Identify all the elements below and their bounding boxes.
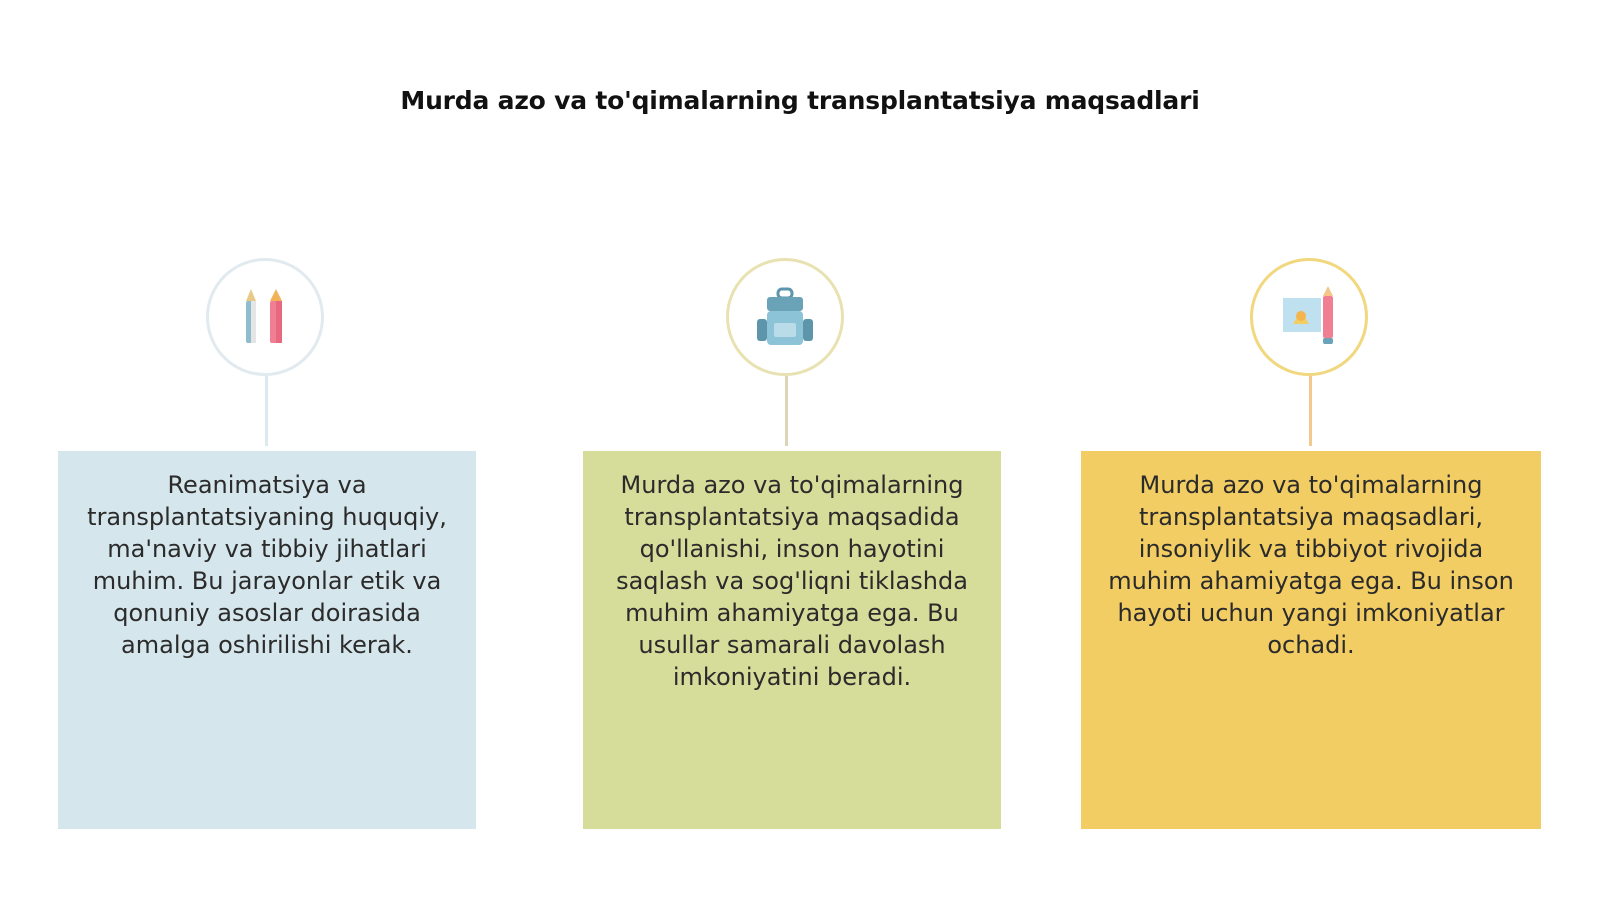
page-title: Murda azo va to'qimalarning transplantatsiya maqsadlari	[400, 86, 1200, 115]
drawing-board-icon	[1279, 286, 1339, 348]
connector-line-1	[265, 376, 268, 446]
connector-line-3	[1309, 376, 1312, 446]
pencils-icon	[240, 287, 290, 347]
info-card-1: Reanimatsiya va transplantatsiyaning huquqiy, ma'naviy va tibbiy jihatlari muhim. Bu jarayonlar etik va qonuniy asoslar doirasida amalga oshirilishi kerak.	[58, 451, 476, 829]
info-card-3: Murda azo va to'qimalarning transplantatsiya maqsadlari, insoniylik va tibbiyot rivojida muhim ahamiyatga ega. Bu inson hayoti uchun yangi imkoniyatlar ochadi.	[1081, 451, 1541, 829]
backpack-icon	[754, 287, 816, 347]
info-card-2: Murda azo va to'qimalarning transplantatsiya maqsadida qo'llanishi, inson hayotini saqlash va sog'liqni tiklashda muhim ahamiyatga ega. Bu usullar samarali davolash imkoniyatini beradi.	[583, 451, 1001, 829]
icon-circle-2	[726, 258, 844, 376]
icon-circle-1	[206, 258, 324, 376]
icon-circle-3	[1250, 258, 1368, 376]
connector-line-2	[785, 376, 788, 446]
